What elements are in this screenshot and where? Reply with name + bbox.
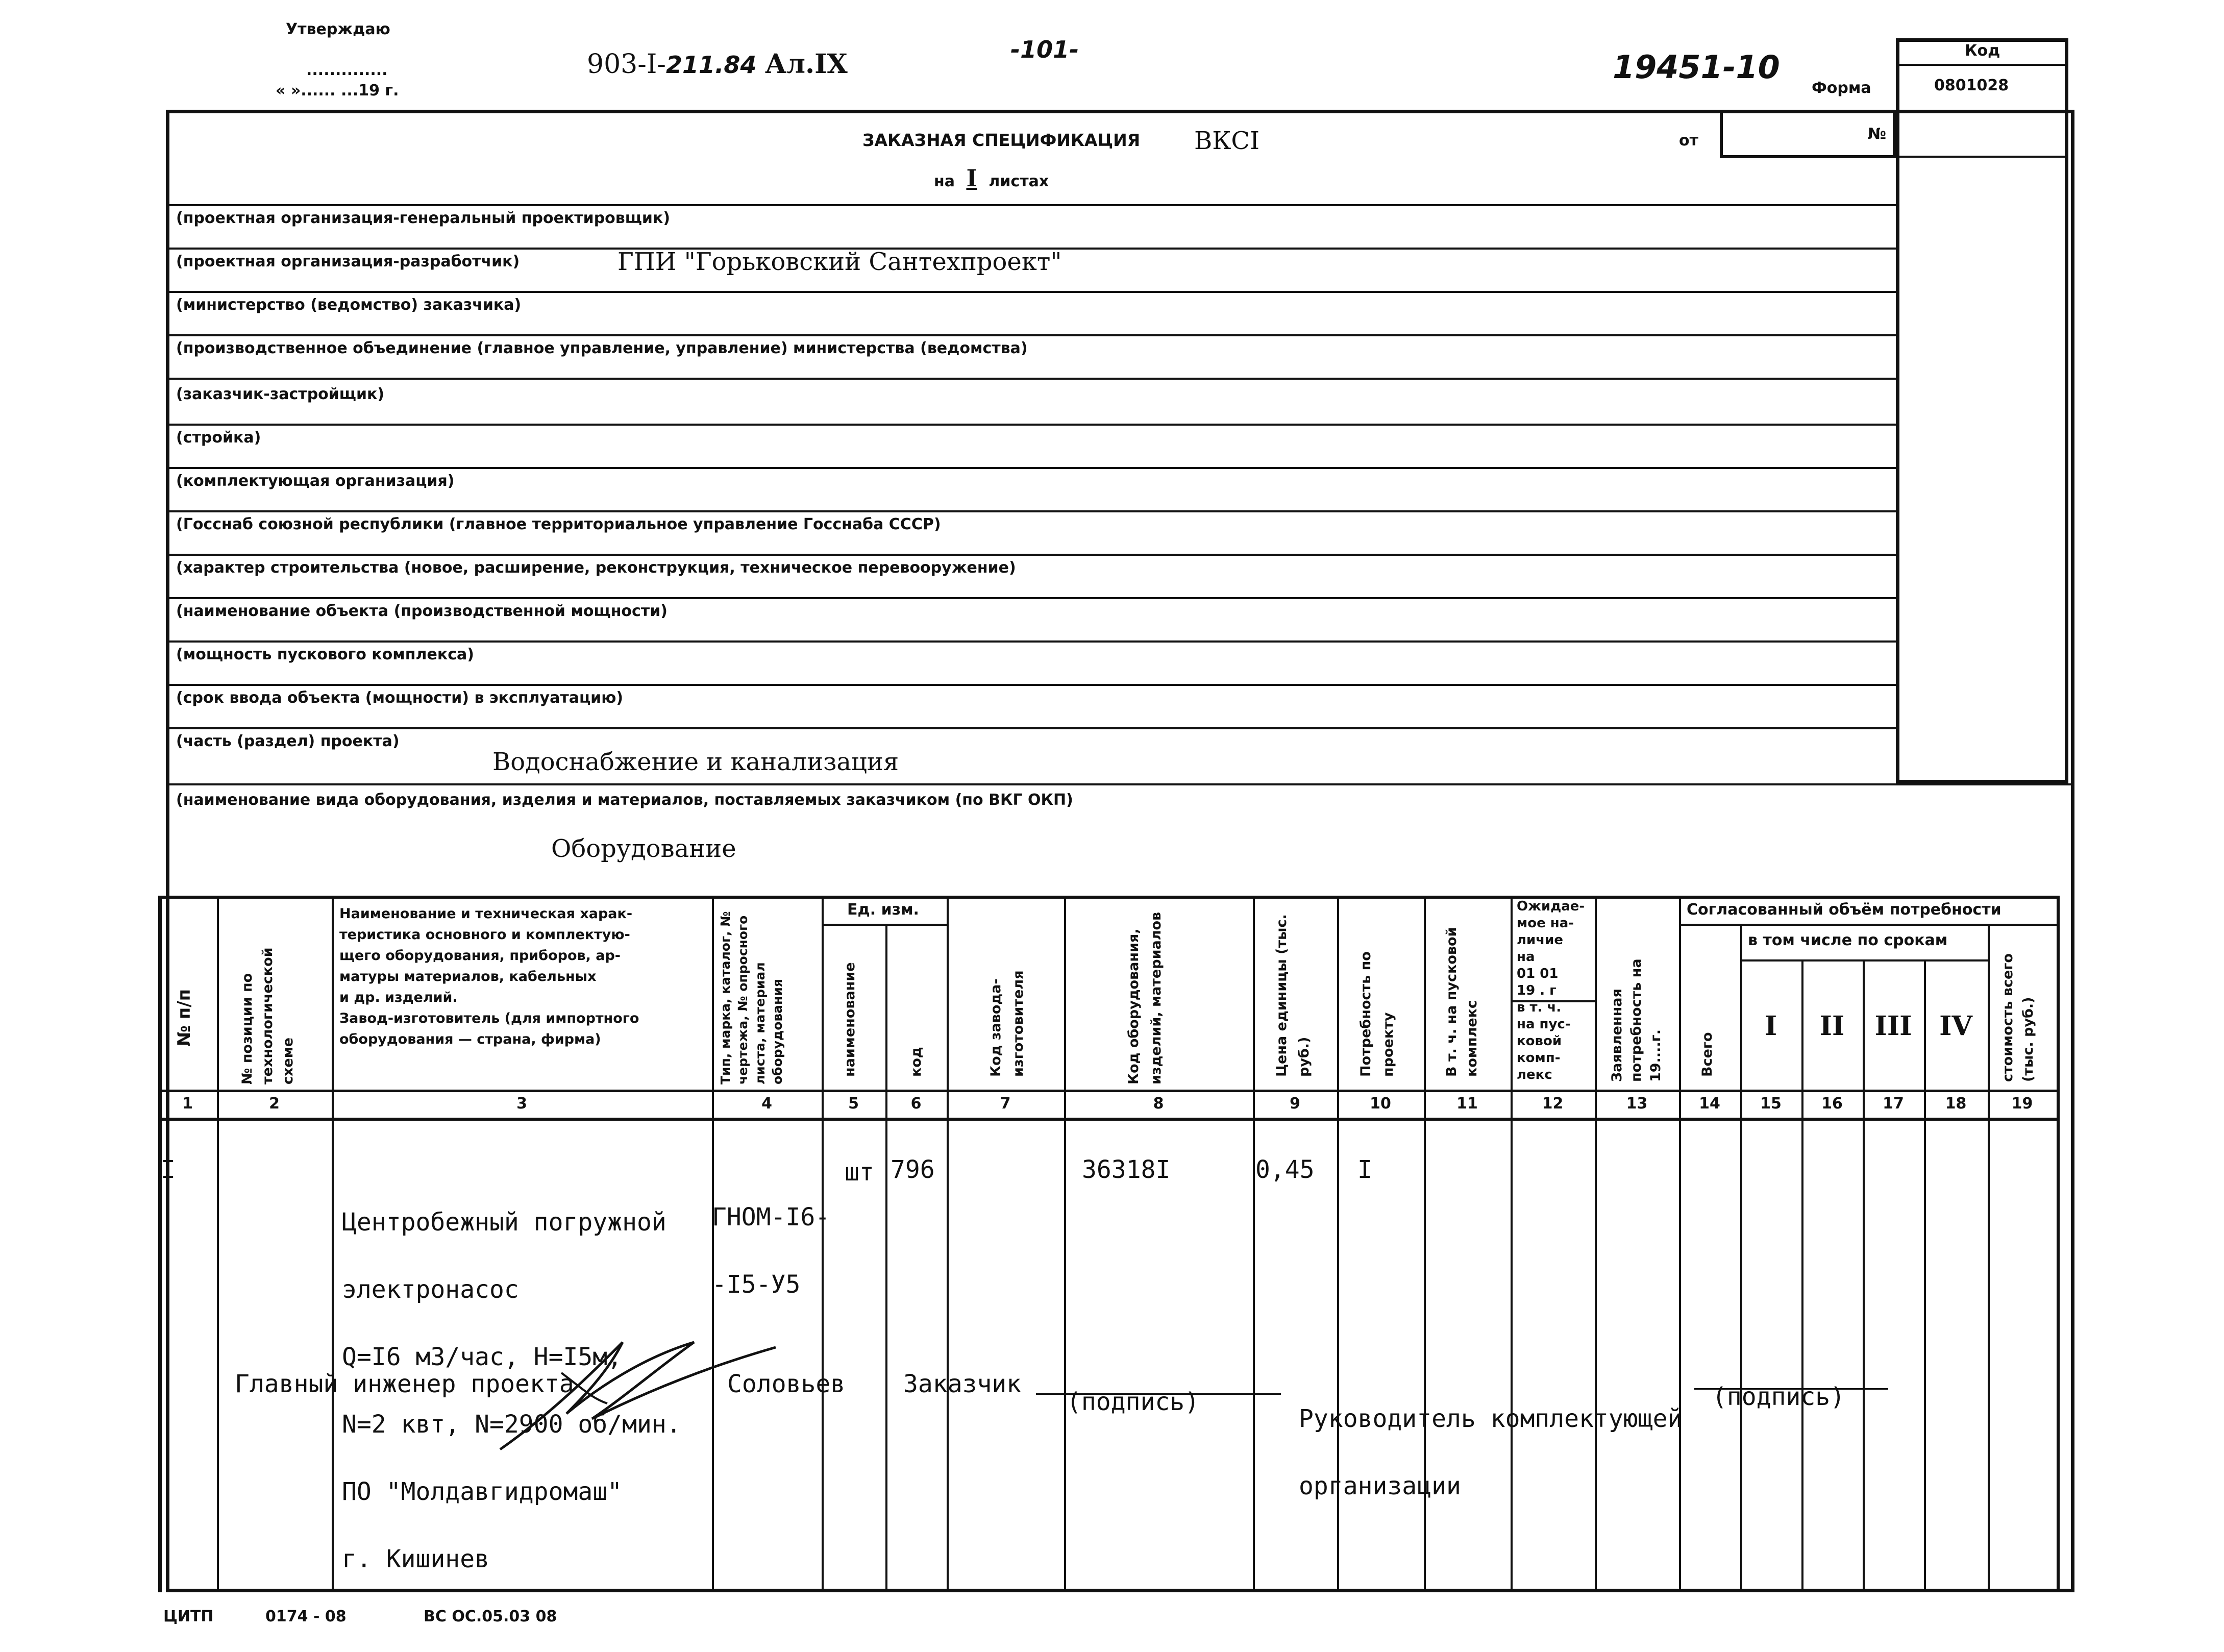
- row-line: [166, 467, 1896, 469]
- row-line: [166, 334, 1896, 336]
- col-header-expected-line: Ожидае-: [1517, 899, 1585, 914]
- col-line: [158, 896, 162, 1592]
- col-line: [1924, 959, 1926, 1592]
- col-line: [947, 896, 949, 1592]
- equipment-type-value: Оборудование: [551, 834, 736, 863]
- col-number: 3: [516, 1095, 527, 1113]
- document-number: [587, 48, 848, 80]
- col-header-name-line: матуры материалов, кабельных: [339, 969, 597, 984]
- col-number: 12: [1542, 1095, 1564, 1113]
- col-number: 10: [1370, 1095, 1391, 1113]
- table-numbers-bottom: [158, 1118, 2057, 1121]
- col-header-name-line: теристика основного и комплектую-: [339, 927, 630, 943]
- code-header: Код: [1965, 42, 2000, 60]
- col-header-type: Тип, марка, каталог, № чертежа, № опросного листа, материал оборудования: [718, 911, 785, 1084]
- album-number: Ал.IX: [764, 48, 848, 80]
- col-header-q1: I: [1764, 1010, 1777, 1042]
- col-header-expected-line: лекс: [1517, 1067, 1552, 1082]
- col-line: [1863, 959, 1865, 1592]
- row-name-line: Центробежный погружной: [342, 1208, 666, 1237]
- col-number: 18: [1945, 1095, 1967, 1113]
- row-equipment-code: 36318I: [1082, 1155, 1171, 1184]
- col-number: 19: [2011, 1095, 2033, 1113]
- col-header-expected-line: в т. ч.: [1517, 1000, 1562, 1015]
- col-header-total: Всего: [1699, 1032, 1715, 1077]
- head-label: [1299, 1363, 1682, 1520]
- col-header-num: № п/п: [174, 989, 194, 1046]
- unit-header-line: [822, 924, 947, 926]
- table-top-line: [158, 896, 2057, 899]
- head-label-line: Руководитель комплектующей: [1299, 1404, 1683, 1433]
- head-label-line: организации: [1299, 1472, 1461, 1500]
- document-number-handwritten: 211.84: [665, 51, 757, 79]
- col-line: [1801, 959, 1803, 1592]
- col-header-expected-line: 19 . г: [1517, 983, 1556, 998]
- field-startup-capacity: (мощность пускового комплекса): [176, 646, 474, 663]
- head-signature-hint: (подпись): [1712, 1383, 1845, 1411]
- number-label: №: [1868, 125, 1887, 143]
- col-number: 11: [1456, 1095, 1478, 1113]
- col-header-name-line: оборудования — страна, фирма): [339, 1031, 601, 1047]
- col-number: 16: [1821, 1095, 1843, 1113]
- row-name-line: Q=I6 м3/час, Н=I5м,: [342, 1343, 623, 1371]
- col-header-unit-code: код: [908, 1047, 924, 1077]
- footer-code1: 0174 - 08: [265, 1608, 347, 1625]
- col-number: 5: [848, 1095, 859, 1113]
- field-construction-site: (стройка): [176, 429, 261, 447]
- row-line: [166, 597, 1896, 599]
- row-line: [166, 510, 1896, 512]
- field-general-designer: (проектная организация-генеральный проектировщик): [176, 209, 671, 227]
- footer-code2: ВС ОС.05.03 08: [424, 1608, 557, 1625]
- customer-signature-hint: (подпись): [1067, 1388, 1200, 1416]
- footer-org: ЦИТП: [163, 1608, 214, 1625]
- col-header-expected-line: ковой: [1517, 1033, 1562, 1049]
- page-number: -101-: [1010, 36, 1079, 63]
- col-header-expected: [1517, 898, 1585, 1083]
- sheets-suffix: листах: [989, 172, 1049, 190]
- col-line: [885, 924, 887, 1592]
- chief-engineer-label: Главный инженер проекта: [235, 1370, 574, 1398]
- row-type-line: ГНОМ-I6-: [712, 1203, 830, 1231]
- col-header-expected-line: 01 01: [1517, 966, 1559, 981]
- row-line: [166, 684, 1896, 686]
- customer-label: Заказчик: [903, 1370, 1022, 1398]
- field-completing-organization: (комплектующая организация): [176, 472, 455, 490]
- col-number: 14: [1699, 1095, 1720, 1113]
- col-header-expected-line: личие: [1517, 932, 1563, 948]
- row-line: [166, 204, 1896, 206]
- sheets-value: I: [966, 164, 977, 192]
- row-price: 0,45: [1255, 1155, 1315, 1184]
- form-label: Форма: [1812, 79, 1871, 97]
- col-header-cost: стоимость всего (тыс. руб.): [2000, 953, 2036, 1082]
- chief-engineer-name: Соловьев: [727, 1370, 846, 1398]
- field-production-association: (производственное объединение (главное управление, управление) министерства (ведомства): [176, 339, 1028, 357]
- col-header-position: № позиции по технологической схеме: [239, 947, 296, 1084]
- row-name-line: электронасос: [342, 1275, 519, 1304]
- field-project-part: (часть (раздел) проекта): [176, 732, 400, 750]
- code-column-divider: [1896, 64, 2068, 66]
- col-header-need: Потребность по проекту: [1358, 951, 1396, 1077]
- equipment-type-label: (наименование вида оборудования, изделия и материалов, поставляемых заказчиком (по ВКГ ОКП): [176, 791, 1073, 809]
- col-header-q3: III: [1874, 1010, 1912, 1042]
- col-number: 4: [761, 1095, 772, 1113]
- col-number: 1: [182, 1095, 193, 1113]
- col-header-equipment-code: Код оборудования, изделий, материалов: [1126, 911, 1164, 1084]
- col-header-unit-name: наименование: [842, 962, 858, 1077]
- row-line: [166, 378, 1896, 380]
- col-number: 7: [1000, 1095, 1011, 1113]
- row-line: [166, 424, 1896, 426]
- col-line: [2057, 896, 2060, 1592]
- row-number: I: [161, 1155, 176, 1184]
- field-commissioning-date: (срок ввода объекта (мощности) в эксплуатацию): [176, 689, 624, 707]
- col-number: 15: [1760, 1095, 1782, 1113]
- col-header-name-line: Завод-изготовитель (для импортного: [339, 1010, 639, 1026]
- col-number: 2: [269, 1095, 280, 1113]
- col-line: [1064, 896, 1066, 1592]
- col-header-expected-line: мое на-: [1517, 916, 1574, 931]
- approve-date: « »...... ...19 г.: [276, 82, 399, 100]
- col-header-name: [339, 903, 639, 1050]
- col-header-expected-line: комп-: [1517, 1050, 1561, 1066]
- col-header-startup: В т. ч. на пусковой комплекс: [1444, 927, 1480, 1077]
- col-header-agreed: Согласованный объём потребности: [1687, 901, 2001, 919]
- row-line: [166, 783, 2074, 785]
- col-number: 9: [1290, 1095, 1300, 1113]
- col-header-unit: Ед. изм.: [847, 901, 919, 919]
- registration-number: 19451-10: [1613, 48, 1780, 86]
- col-header-declared: Заявленная потребность на 19....г.: [1609, 958, 1664, 1082]
- approve-label: Утверждаю: [286, 20, 390, 38]
- field-developer-value: ГПИ "Горьковский Сантехпроект": [617, 248, 1062, 276]
- col-header-by-terms: в том числе по срокам: [1748, 931, 1948, 949]
- row-name-line: N=2 квт, N=2900 об/мин.: [342, 1410, 681, 1439]
- sheets-prefix: на: [934, 172, 955, 190]
- field-object-name: (наименование объекта (производственной мощности): [176, 602, 668, 620]
- col-line: [332, 896, 334, 1592]
- field-project-part-value: Водоснабжение и канализация: [492, 748, 899, 776]
- col-header-name-line: щего оборудования, приборов, ар-: [339, 948, 621, 964]
- row-type-line: -I5-У5: [712, 1270, 801, 1299]
- row-name-line: г. Кишинев: [342, 1545, 489, 1573]
- field-construction-type: (характер строительства (новое, расширение, реконструкция, техническое перевооружение): [176, 559, 1016, 577]
- sheets-count: [934, 164, 1049, 192]
- col-number: 17: [1883, 1095, 1904, 1113]
- table-header-bottom: [158, 1090, 2057, 1092]
- col-header-q4: IV: [1939, 1010, 1972, 1042]
- col-header-q2: II: [1819, 1010, 1845, 1042]
- col-header-factory-code: Код завода-изготовителя: [988, 970, 1026, 1077]
- col-number: 8: [1153, 1095, 1164, 1113]
- field-developer: (проектная организация-разработчик): [176, 253, 520, 270]
- terms-header-line: [1740, 959, 1988, 961]
- row-need: I: [1357, 1155, 1372, 1184]
- col-line: [217, 896, 219, 1592]
- field-gossnab: (Госснаб союзной республики (главное территориальное управление Госснаба СССР): [176, 515, 941, 533]
- col-header-name-line: Наименование и техническая харак-: [339, 906, 633, 922]
- field-customer-developer: (заказчик-застройщик): [176, 385, 385, 403]
- row-unit-name: шт: [845, 1158, 874, 1187]
- row-line: [166, 554, 1896, 556]
- row-unit-code: 796: [891, 1155, 935, 1184]
- field-ministry: (министерство (ведомство) заказчика): [176, 296, 522, 314]
- col-header-expected-line: на: [1517, 949, 1535, 965]
- from-label: от: [1679, 132, 1698, 150]
- approve-dots: ..............: [306, 61, 388, 79]
- col-number: 6: [910, 1095, 922, 1113]
- row-name-line: ПО "Молдавгидромаш": [342, 1477, 623, 1506]
- col-line: [1988, 924, 1990, 1592]
- col-header-expected-line: на пус-: [1517, 1017, 1571, 1032]
- spec-title-code: ВКСI: [1194, 127, 1260, 155]
- document-number-printed: 903-I-: [587, 49, 666, 80]
- spec-title: ЗАКАЗНАЯ СПЕЦИФИКАЦИЯ: [862, 130, 1141, 150]
- col-number: 13: [1626, 1095, 1648, 1113]
- col-header-name-line: и др. изделий.: [339, 990, 458, 1005]
- row-line: [166, 727, 1896, 729]
- form-code: 0801028: [1934, 77, 2009, 94]
- row-line: [166, 291, 1896, 293]
- col-line: [1253, 896, 1255, 1592]
- col-header-price: Цена единицы (тыс. руб.): [1274, 914, 1312, 1077]
- row-line: [166, 640, 1896, 643]
